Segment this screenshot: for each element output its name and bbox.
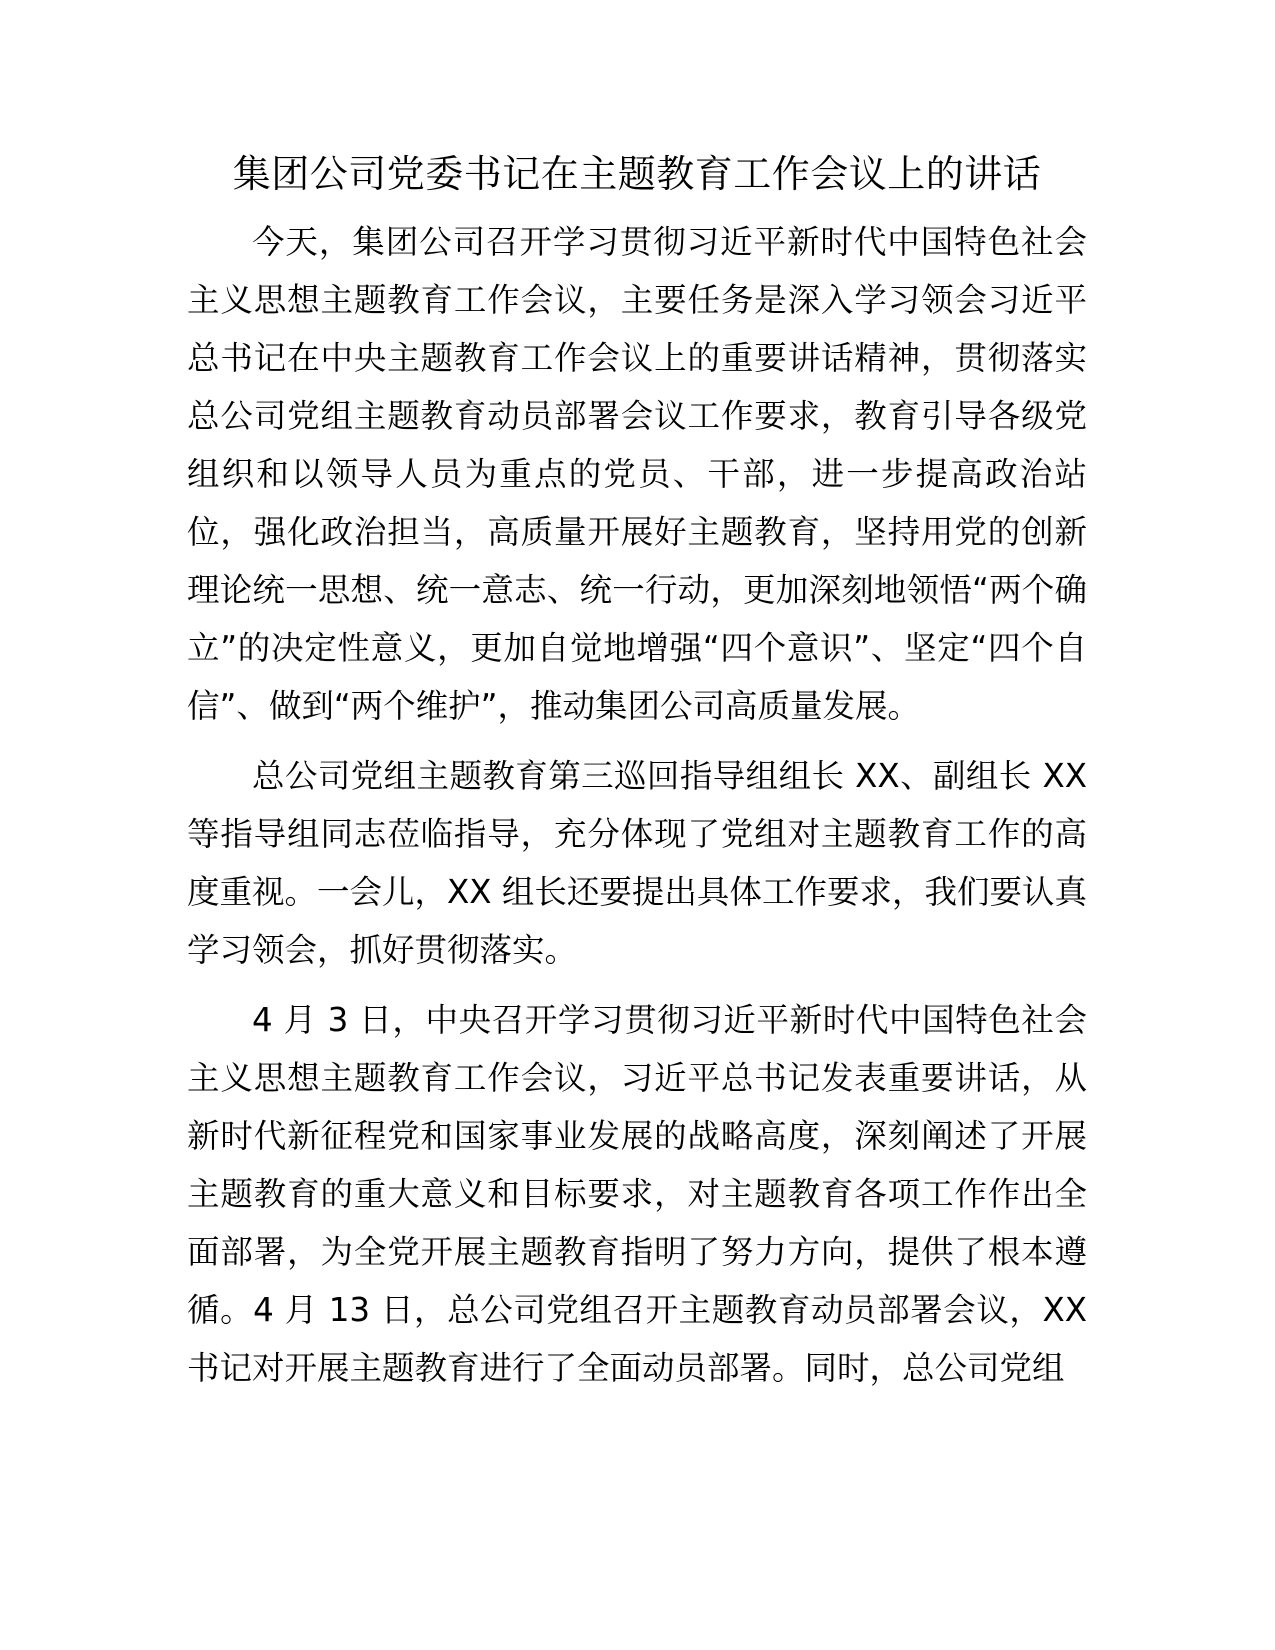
paragraph-guidance-group: 总公司党组主题教育第三巡回指导组组长 XX、副组长 XX 等指导组同志莅临指导，充分体现了党组对主题教育工作的高度重视。一会儿，XX 组长还要提出具体工作要求，我们要认真学习领会，抓好贯彻落实。 bbox=[187, 757, 1087, 969]
paragraph-central-meeting: 4 月 3 日，中央召开学习贯彻习近平新时代中国特色社会主义思想主题教育工作会议，习近平总书记发表重要讲话，从新时代新征程党和国家事业发展的战略高度，深刻阐述了开展主题教育的重大意义和目标要求，对主题教育各项工作作出全面部署，为全党开展主题教育指明了努力方向，提供了根本遵循。4 月 13 日，总公司党组召开主题教育动员部署会议，XX 书记对开展主题教育进行了全面动员部署。同时，总公司党组 bbox=[187, 1001, 1087, 1387]
paragraph-opening: 今天，集团公司召开学习贯彻习近平新时代中国特色社会主义思想主题教育工作会议，主要任务是深入学习领会习近平总书记在中央主题教育工作会议上的重要讲话精神，贯彻落实总公司党组主题教育动员部署会议工作要求，教育引导各级党组织和以领导人员为重点的党员、干部，进一步提高政治站位，强化政治担当，高质量开展好主题教育，坚持用党的创新理论统一思想、统一意志、统一行动，更加深刻地领悟“两个确立”的决定性意义，更加自觉地增强“四个意识”、坚定“四个自信”、做到“两个维护”，推动集团公司高质量发展。 bbox=[187, 223, 1087, 725]
document-body bbox=[187, 145, 1087, 1397]
document-title: 集团公司党委书记在主题教育工作会议上的讲话 bbox=[232, 152, 1042, 196]
